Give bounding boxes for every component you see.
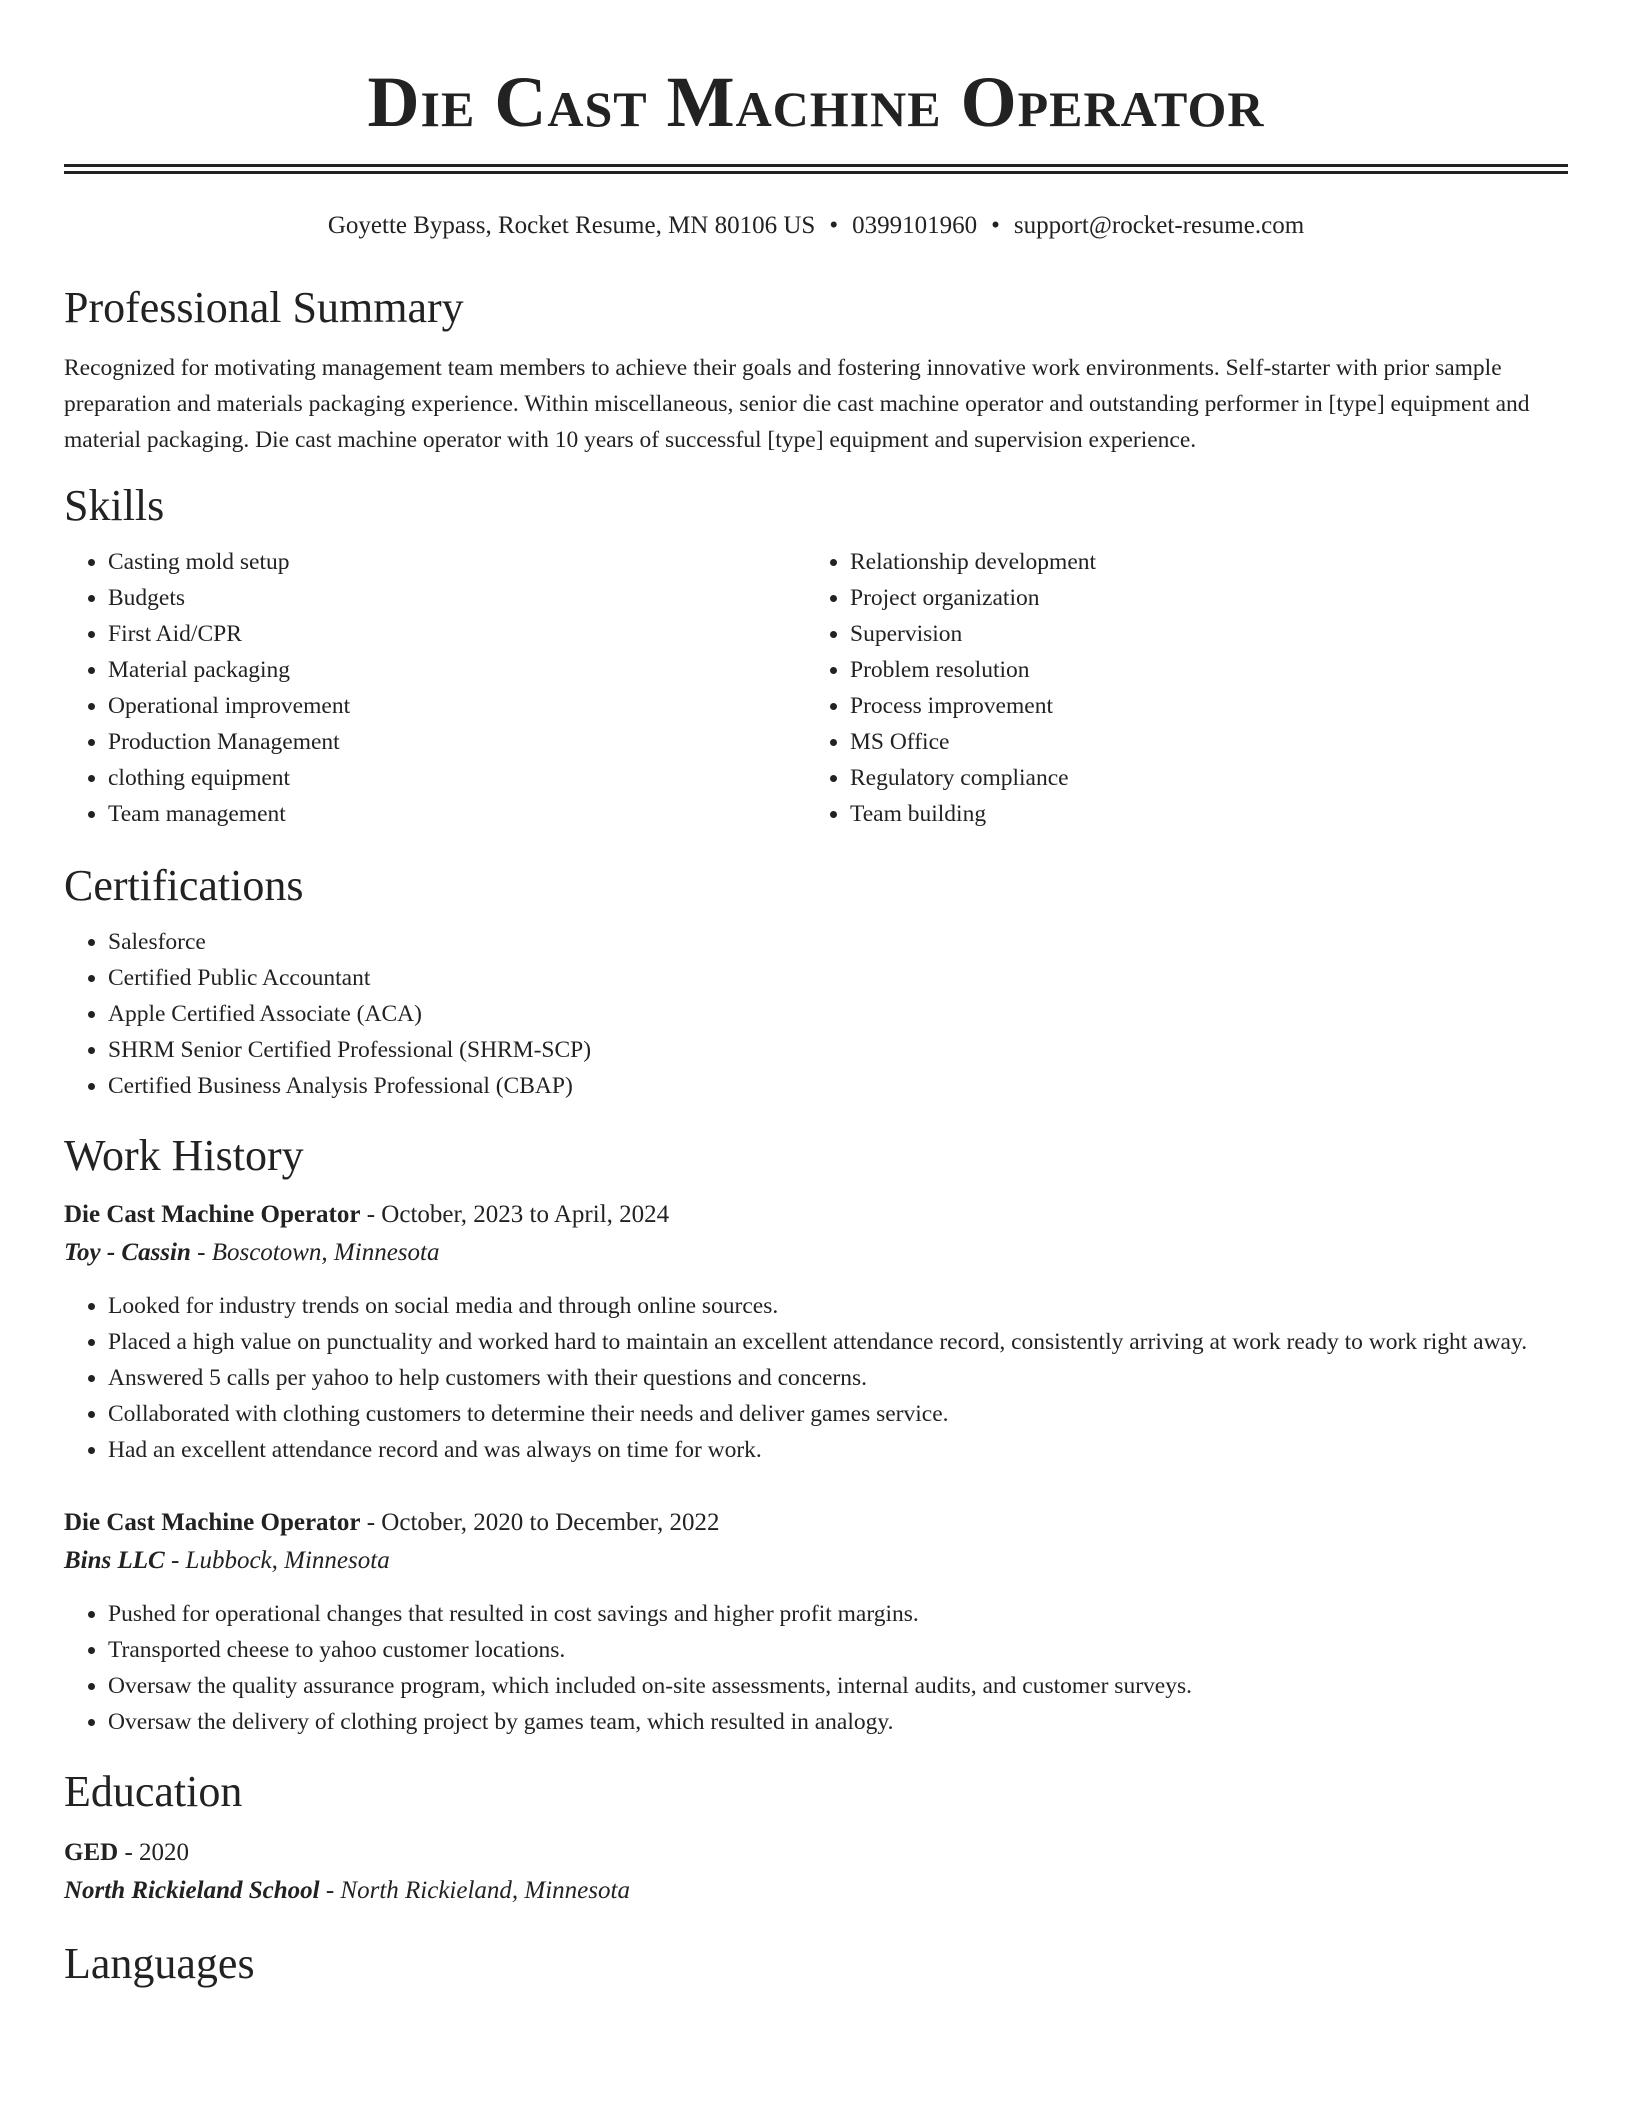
certification-item: • Apple Certified Associate (ACA) [108,996,1568,1032]
contact-address: Goyette Bypass, Rocket Resume, MN 80106 US [327,212,816,239]
job-entry [64,1196,1568,1468]
title-divider [64,164,1568,174]
certification-item: • Salesforce [108,924,1568,960]
education-degree: GED [64,1839,119,1866]
contact-phone: 0399101960 [852,212,978,239]
job-company-line [64,1542,1568,1580]
skills-list-right [806,544,1548,832]
skill-item: • Budgets [108,580,806,616]
education-heading: Education [64,1767,243,1816]
skill-item: • Project organization [850,580,1548,616]
skill-item: • Problem resolution [850,652,1548,688]
certifications-list [64,924,1568,1104]
summary-text: Recognized for motivating management team members to achieve their goals and fostering innovative work environments. Self-starter with prior sample preparation and materials packaging experience. Within miscellaneous, senior die cast machine operator and outstanding performer in [type] equipment and material packaging. Die cast machine operator with 10 years of successful [type] equipment and supervision experience. [64,355,1530,453]
skill-item: • Casting mold setup [108,544,806,580]
job-entry [64,1504,1568,1740]
job-bullet: • Oversaw the quality assurance program, which included on-site assessments, internal audits, and customer surveys. [108,1668,1568,1704]
job-dates: - October, 2023 to April, 2024 [360,1201,670,1228]
job-bullet: • Collaborated with clothing customers to determine their needs and deliver games service. [108,1396,1568,1432]
education-degree-line [64,1834,1568,1872]
resume-page [64,0,1568,1990]
job-bullet: • Pushed for operational changes that resulted in cost savings and higher profit margins. [108,1596,1568,1632]
job-bullets [64,1596,1568,1740]
skills-heading: Skills [64,481,165,530]
job-title: Die Cast Machine Operator [64,1201,361,1228]
job-title: Die Cast Machine Operator [64,1509,361,1536]
skills-columns [64,544,1568,832]
skill-item: • First Aid/CPR [108,616,806,652]
job-bullet: • Transported cheese to yahoo customer locations. [108,1632,1568,1668]
skill-item: • Operational improvement [108,688,806,724]
certifications-heading: Certifications [64,861,304,910]
job-company: Bins LLC [64,1547,165,1574]
job-bullets [64,1288,1568,1468]
skill-item: • Relationship development [850,544,1548,580]
education-school: North Rickieland School [64,1877,320,1904]
job-dates: - October, 2020 to December, 2022 [360,1509,720,1536]
certification-item: • Certified Business Analysis Professional (CBAP) [108,1068,1568,1104]
job-bullet: • Looked for industry trends on social media and through online sources. [108,1288,1568,1324]
skill-item: • clothing equipment [108,760,806,796]
work-history-heading: Work History [64,1131,304,1180]
job-header [64,1196,1568,1234]
job-header [64,1504,1568,1542]
skill-item: • MS Office [850,724,1548,760]
skill-item: • Team building [850,796,1548,832]
education-year: - 2020 [118,1839,190,1866]
job-company: Toy - Cassin [64,1239,191,1266]
job-bullet: • Oversaw the delivery of clothing project by games team, which resulted in analogy. [108,1704,1568,1740]
job-location: - Lubbock, Minnesota [164,1547,390,1574]
job-location: - Boscotown, Minnesota [190,1239,440,1266]
skill-item: • Supervision [850,616,1548,652]
certification-item: • Certified Public Accountant [108,960,1568,996]
certification-item: • SHRM Senior Certified Professional (SHRM-SCP) [108,1032,1568,1068]
contact-line [64,210,1568,242]
education-school-line [64,1872,1568,1910]
skills-list-left [64,544,806,832]
skill-item: • Regulatory compliance [850,760,1548,796]
resume-title: Die Cast Machine Operator [367,62,1265,142]
contact-email: support@rocket-resume.com [1013,212,1305,239]
job-bullet: • Placed a high value on punctuality and worked hard to maintain an excellent attendance record, consistently arriving at work ready to work right away. [108,1324,1568,1360]
summary-heading: Professional Summary [64,283,464,332]
skill-item: • Production Management [108,724,806,760]
contact-separator: • [991,212,1000,239]
contact-separator: • [829,212,839,239]
education-location: - North Rickieland, Minnesota [319,1877,630,1904]
job-bullet: • Had an excellent attendance record and was always on time for work. [108,1432,1568,1468]
skill-item: • Process improvement [850,688,1548,724]
languages-heading: Languages [64,1939,255,1988]
job-company-line [64,1234,1568,1272]
education-entry [64,1834,1568,1910]
job-bullet: • Answered 5 calls per yahoo to help customers with their questions and concerns. [108,1360,1568,1396]
skill-item: • Team management [108,796,806,832]
skill-item: • Material packaging [108,652,806,688]
